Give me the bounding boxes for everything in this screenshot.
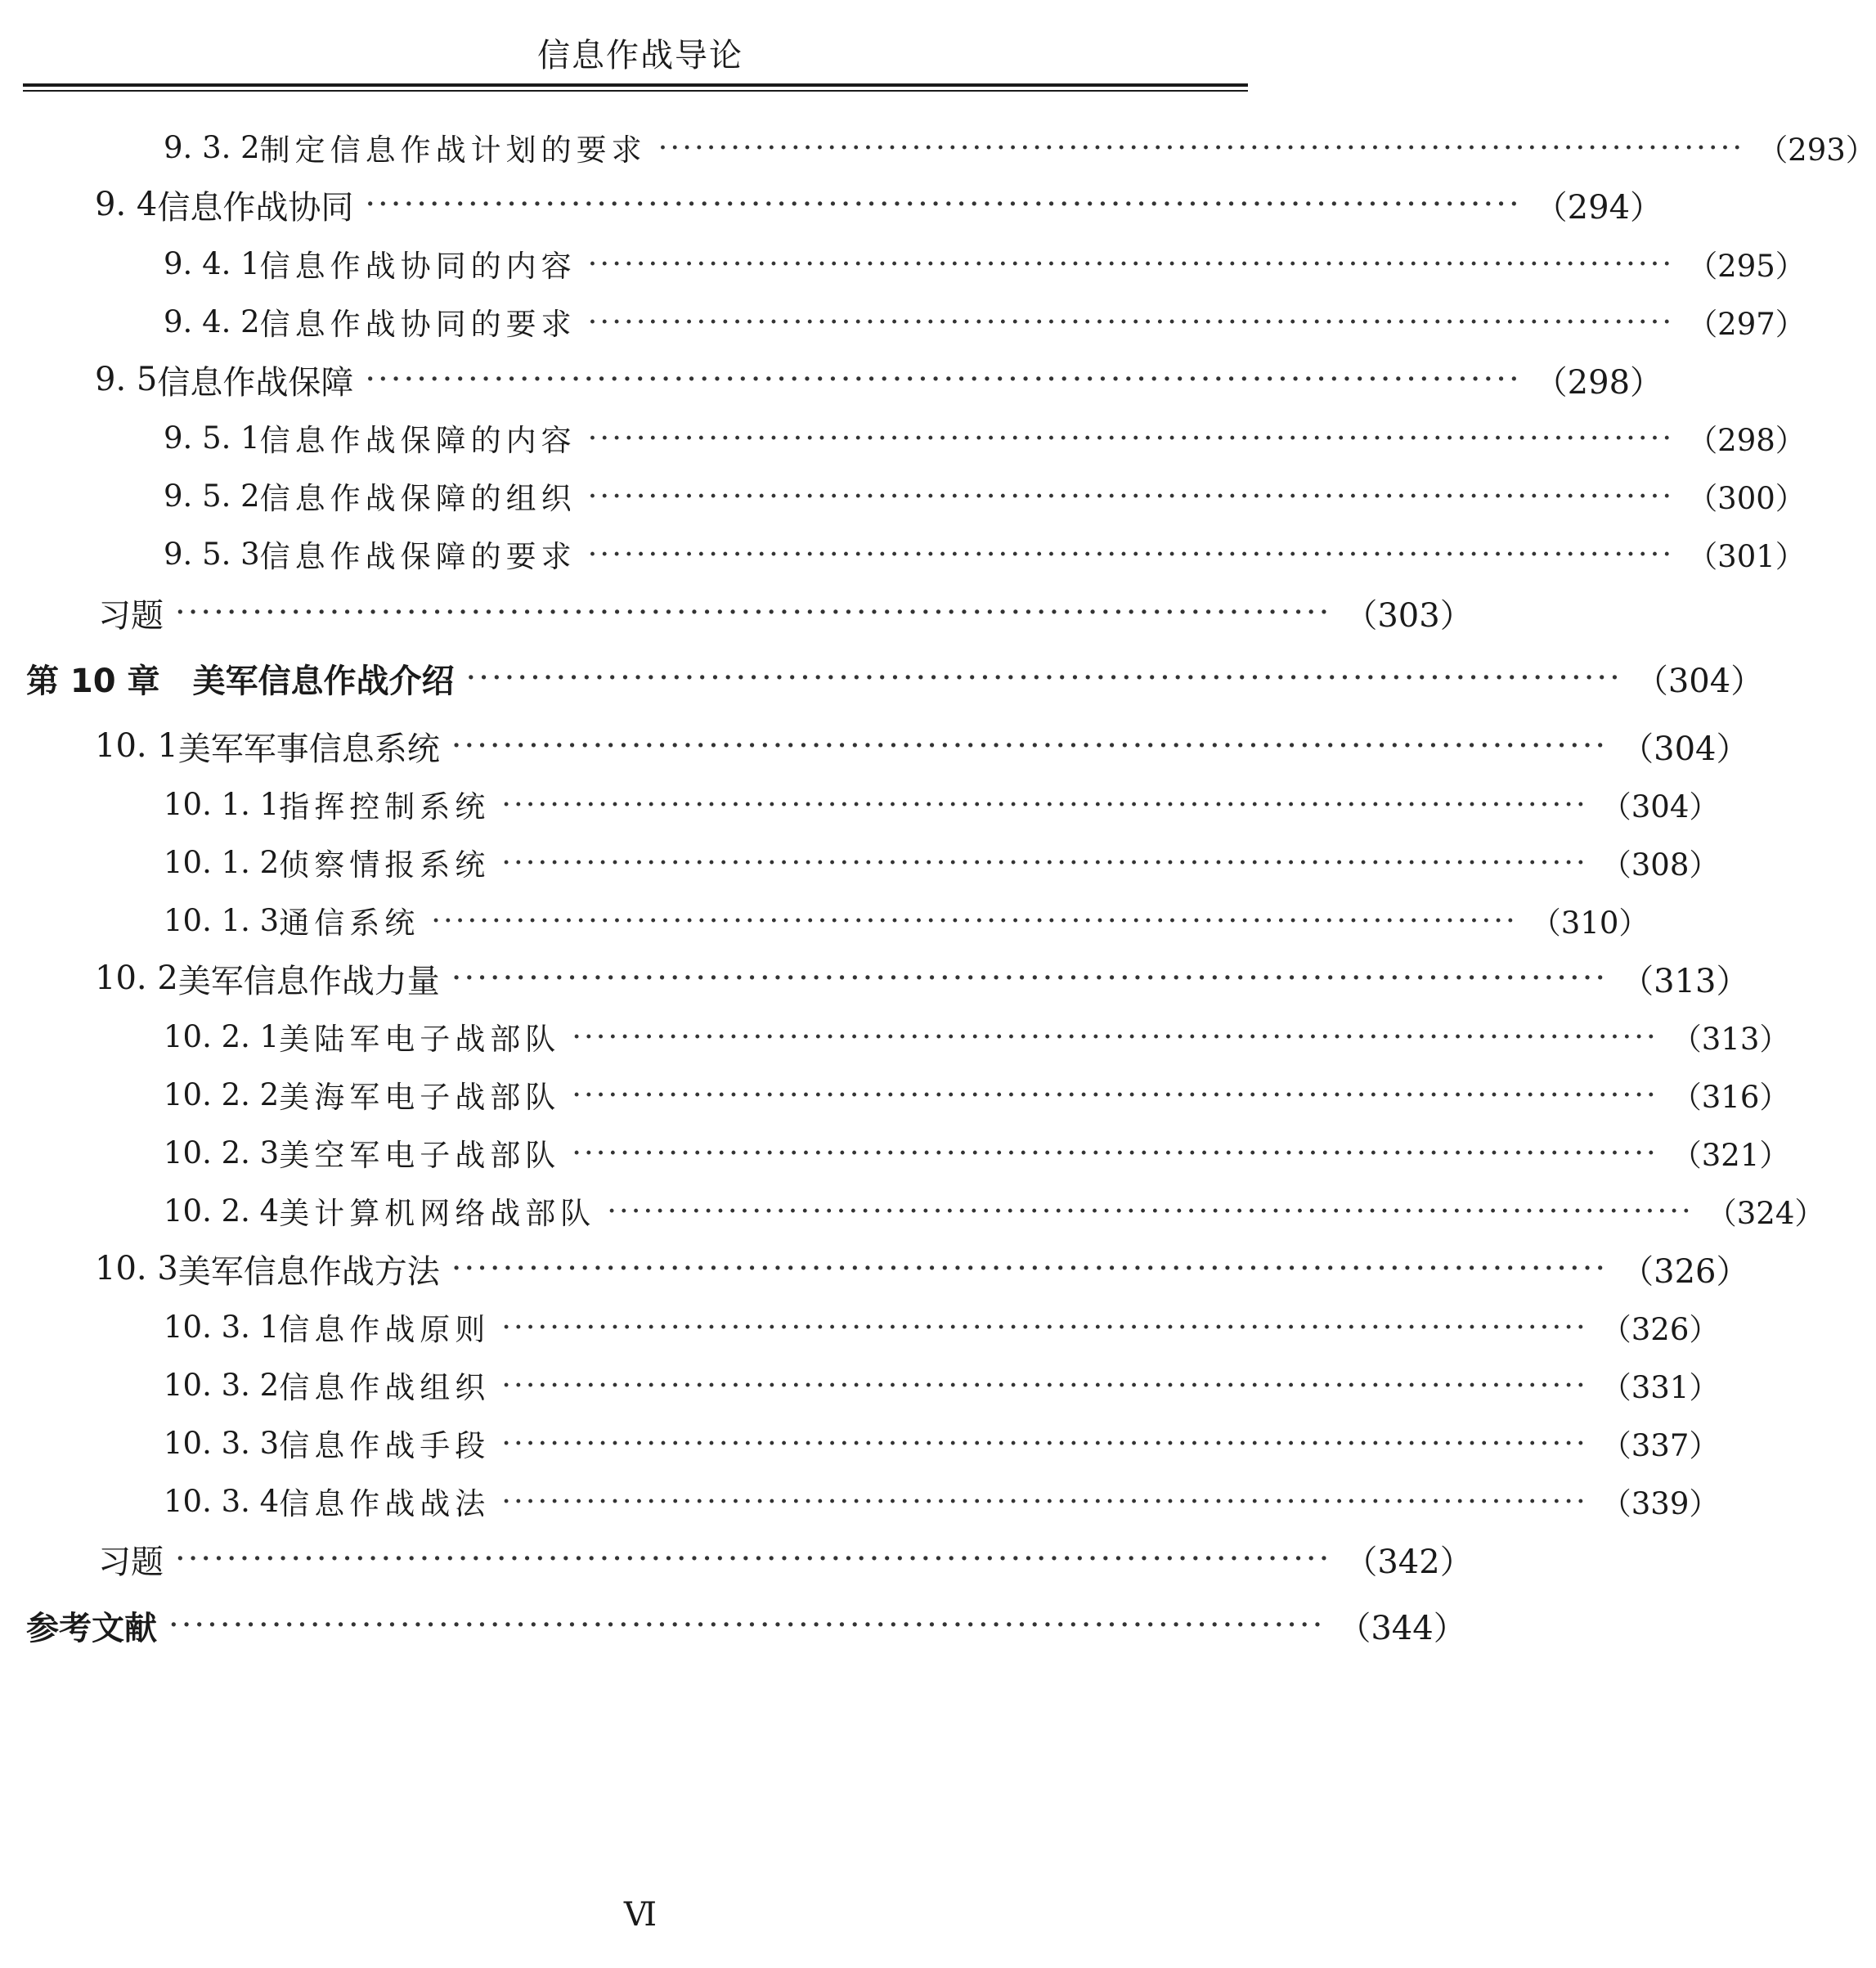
page-reference: （339） (1600, 1486, 1720, 1521)
section-number: 9. 5. 3 (164, 536, 260, 572)
section-number: 10. 2. 3 (164, 1135, 280, 1170)
dot-leader: ·························································································· (501, 1425, 1588, 1461)
section-title: 美计算机网络战部队 (279, 1196, 596, 1231)
dot-leader: ·························································································· (501, 786, 1588, 822)
page-reference: （342） (1344, 1543, 1473, 1581)
dot-leader: ·························································································· (587, 245, 1675, 281)
section-title: 美军信息作战方法 (177, 1252, 440, 1291)
dot-leader: ·························································································· (365, 186, 1522, 223)
dot-leader: ·························································································· (501, 844, 1588, 880)
page-reference: （313） (1621, 962, 1749, 1000)
section-title: 信息作战保障的组织 (259, 481, 577, 516)
toc-entry-9-3-2 (0, 123, 1876, 172)
toc-entry-9-4-1 (0, 239, 1806, 288)
section-title: 制定信息作战计划的要求 (259, 133, 647, 168)
header-rule-thin (23, 90, 1248, 92)
references-title: 参考文献 (26, 1609, 157, 1647)
toc-entry-9-5-2 (0, 471, 1806, 520)
dot-leader: ·························································································· (451, 1250, 1609, 1287)
page-reference: （324） (1706, 1196, 1825, 1231)
dot-leader: ·························································································· (657, 129, 1745, 165)
section-title: 习题 (98, 596, 164, 635)
page-reference: （310） (1530, 905, 1649, 941)
dot-leader: ·························································································· (451, 727, 1609, 765)
toc-entry-10-3 (0, 1244, 1749, 1293)
dot-leader: ·························································································· (587, 478, 1675, 514)
page-reference: （300） (1687, 481, 1806, 516)
section-number: 10. 3. 2 (164, 1367, 280, 1403)
toc-entry-9-5-1 (0, 413, 1806, 462)
header-rule-thick (23, 83, 1248, 87)
section-number: 9. 4 (95, 186, 158, 223)
section-title: 美军军事信息系统 (177, 730, 440, 768)
page-reference: （303） (1344, 596, 1473, 635)
section-title: 信息作战协同的要求 (259, 307, 577, 342)
toc-entry-10-3-1 (0, 1302, 1720, 1351)
page-reference: （297） (1687, 307, 1806, 342)
toc-entry-exercises-ch10 (0, 1534, 1473, 1584)
page-reference: （308） (1600, 847, 1720, 883)
toc-entry-10-3-3 (0, 1418, 1720, 1467)
section-title: 信息作战保障的要求 (259, 539, 577, 574)
section-title: 信息作战协同的内容 (259, 249, 577, 284)
section-number: 9. 4. 2 (164, 303, 260, 339)
toc-entry-9-5-3 (0, 529, 1806, 578)
toc-entry-9-4-2 (0, 297, 1806, 346)
page-reference: （316） (1671, 1080, 1790, 1115)
dot-leader: ·························································································· (465, 659, 1622, 697)
toc-entry-chapter-10 (0, 654, 1764, 703)
section-title: 信息作战战法 (279, 1486, 491, 1521)
toc-entry-exercises-ch9 (0, 588, 1473, 637)
dot-leader: ·························································································· (431, 902, 1518, 938)
page-reference: （293） (1757, 133, 1876, 168)
section-number: 10. 1. 1 (164, 786, 280, 822)
toc-entry-9-4 (0, 180, 1663, 229)
page-reference: （337） (1600, 1428, 1720, 1463)
section-title: 侦察情报系统 (279, 847, 491, 883)
page-number: Ⅵ (623, 1896, 657, 1934)
running-head-title: 信息作战导论 (537, 37, 743, 74)
page-reference: （313） (1671, 1022, 1790, 1057)
section-title: 美陆军电子战部队 (279, 1022, 561, 1057)
toc-entry-10-2-3 (0, 1128, 1790, 1177)
dot-leader: ·························································································· (175, 1540, 1332, 1578)
page-reference: （298） (1687, 423, 1806, 458)
toc-entry-10-1-2 (0, 838, 1720, 887)
section-number: 10. 1. 3 (164, 902, 280, 938)
dot-leader: ·························································································· (501, 1309, 1588, 1345)
section-title: 信息作战原则 (279, 1312, 491, 1347)
section-number: 9. 4. 1 (164, 245, 260, 281)
section-number: 10. 2. 2 (164, 1076, 280, 1112)
toc-entry-10-1-3 (0, 896, 1649, 945)
page-reference: （301） (1687, 539, 1806, 574)
page-reference: （304） (1621, 730, 1749, 768)
dot-leader: ·························································································· (587, 420, 1675, 456)
section-number: 9. 3. 2 (164, 129, 260, 165)
toc-entry-10-3-4 (0, 1476, 1720, 1525)
toc-entry-10-1-1 (0, 780, 1720, 829)
dot-leader: ·························································································· (587, 536, 1675, 572)
page-reference: （326） (1621, 1252, 1749, 1291)
page-reference: （331） (1600, 1370, 1720, 1405)
section-number: 10. 2. 1 (164, 1018, 280, 1054)
dot-leader: ·························································································· (572, 1018, 1658, 1054)
page-reference: （304） (1635, 662, 1764, 700)
section-title: 信息作战协同 (157, 188, 354, 227)
dot-leader: ·························································································· (501, 1483, 1588, 1519)
section-number: 10. 1. 2 (164, 844, 280, 880)
section-title: 通信系统 (279, 905, 420, 941)
toc-entry-10-2-4 (0, 1186, 1825, 1235)
section-number: 9. 5. 1 (164, 420, 260, 456)
toc-entry-references (0, 1601, 1466, 1650)
page-reference: （321） (1671, 1138, 1790, 1173)
section-number: 10. 1 (95, 727, 178, 765)
section-number: 10. 3. 1 (164, 1309, 280, 1345)
section-title: 习题 (98, 1543, 164, 1581)
dot-leader: ·························································································· (572, 1135, 1658, 1170)
page-reference: （304） (1600, 789, 1720, 824)
toc-entry-10-1 (0, 721, 1749, 771)
section-number: 10. 3. 3 (164, 1425, 280, 1461)
section-title: 美空军电子战部队 (279, 1138, 561, 1173)
section-title: 信息作战组织 (279, 1370, 491, 1405)
toc-entry-9-5 (0, 355, 1663, 404)
chapter-title: 美军信息作战介绍 (192, 662, 455, 700)
section-title: 信息作战保障的内容 (259, 423, 577, 458)
section-number: 10. 2 (95, 959, 178, 997)
toc-entry-10-3-2 (0, 1360, 1720, 1409)
toc-entry-10-2-2 (0, 1070, 1790, 1119)
dot-leader: ·························································································· (587, 303, 1675, 339)
page-reference: （294） (1534, 188, 1663, 227)
dot-leader: ·························································································· (365, 361, 1522, 398)
section-number: 10. 2. 4 (164, 1193, 280, 1229)
section-number: 9. 5. 2 (164, 478, 260, 514)
section-number: 9. 5 (95, 361, 158, 398)
dot-leader: ·························································································· (451, 959, 1609, 997)
page-reference: （298） (1534, 363, 1663, 402)
dot-leader: ·························································································· (607, 1193, 1694, 1229)
section-title: 美海军电子战部队 (279, 1080, 561, 1115)
section-title: 信息作战保障 (157, 363, 354, 402)
page-reference: （295） (1687, 249, 1806, 284)
section-title: 信息作战手段 (279, 1428, 491, 1463)
section-number: 10. 3. 4 (164, 1483, 280, 1519)
section-title: 指挥控制系统 (279, 789, 491, 824)
toc-entry-10-2 (0, 954, 1749, 1003)
dot-leader: ·························································································· (168, 1606, 1326, 1644)
section-title: 美军信息作战力量 (177, 962, 440, 1000)
toc-entry-10-2-1 (0, 1012, 1790, 1061)
dot-leader: ·························································································· (501, 1367, 1588, 1403)
chapter-number: 第 10 章 (26, 662, 160, 700)
dot-leader: ·························································································· (175, 594, 1332, 631)
dot-leader: ·························································································· (572, 1076, 1658, 1112)
page-reference: （344） (1338, 1609, 1466, 1647)
page-reference: （326） (1600, 1312, 1720, 1347)
section-number: 10. 3 (95, 1250, 178, 1287)
